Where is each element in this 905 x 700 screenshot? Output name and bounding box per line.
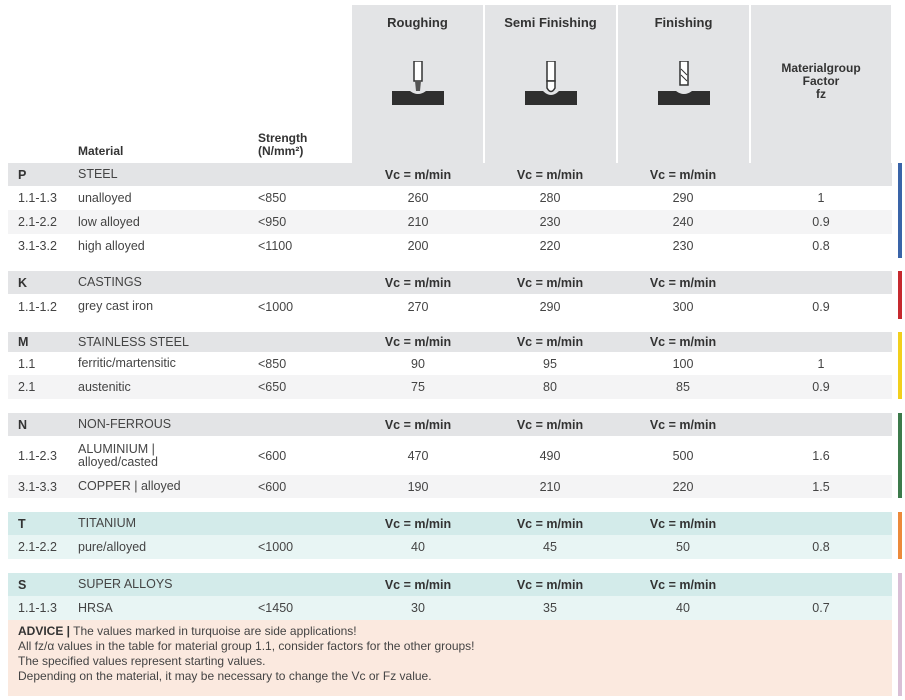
- finishing-value: 230: [672, 239, 694, 253]
- finishing-header: [618, 5, 749, 163]
- finishing-value: 100: [672, 356, 694, 371]
- material-code: 2.1: [18, 380, 36, 394]
- advice-line-1: [18, 624, 882, 639]
- strength-column-header: Strength (N/mm²): [258, 131, 308, 158]
- finishing-value: 300: [672, 299, 694, 314]
- semi-finishing-value: 490: [539, 448, 561, 463]
- table-row: [8, 294, 892, 319]
- material-name: high alloyed: [78, 238, 145, 253]
- advice-line-2: All fz/α values in the table for material group 1.1, consider factors for the other groups!: [18, 639, 475, 653]
- vc-unit: Vc = m/min: [516, 167, 584, 182]
- roughing-value: 200: [407, 239, 429, 253]
- table-row: [8, 352, 892, 375]
- material-column-header: Material: [78, 144, 124, 158]
- roughing-value: 90: [411, 356, 425, 371]
- group-code: M: [18, 335, 29, 349]
- table-row: [8, 186, 892, 210]
- semi-finishing-value: 230: [539, 215, 561, 229]
- strength-value: <600: [258, 448, 287, 463]
- material-code: 3.1-3.3: [18, 479, 57, 494]
- table-row: [8, 596, 892, 620]
- semi-finishing-value: 45: [543, 540, 557, 554]
- table-row: [8, 475, 892, 498]
- strength-value: <850: [258, 191, 287, 205]
- material-name: ALUMINIUM | alloyed/casted: [78, 441, 158, 469]
- material-name: ferritic/martensitic: [78, 356, 176, 370]
- strength-value: <950: [258, 215, 287, 229]
- group-code: S: [18, 577, 27, 592]
- group-name: STAINLESS STEEL: [78, 334, 189, 349]
- factor-value: 1.6: [812, 448, 830, 463]
- group-code: T: [18, 516, 26, 531]
- factor-title: Materialgroup Factor fz: [781, 61, 861, 101]
- group-row-steel: [8, 163, 892, 186]
- group-color-bar-super-alloys: [898, 573, 902, 696]
- strength-value: <1450: [258, 601, 294, 615]
- semi-finishing-title: Semi Finishing: [504, 15, 597, 30]
- semi-finishing-header: [485, 5, 616, 163]
- group-row-stainless-steel: [8, 332, 892, 352]
- roughing-value: 210: [407, 215, 429, 229]
- factor-value: 0.9: [812, 299, 830, 314]
- vc-unit: Vc = m/min: [384, 275, 452, 290]
- finishing-value: 500: [672, 448, 694, 463]
- advice-label: ADVICE |: [18, 624, 71, 638]
- group-row-super-alloys: [8, 573, 892, 596]
- strength-value: <1000: [258, 299, 294, 314]
- material-code: 1.1-1.2: [18, 299, 57, 314]
- group-color-bar-non-ferrous: [898, 413, 902, 498]
- semi-finishing-value: 280: [539, 191, 561, 205]
- roughing-value: 40: [411, 540, 425, 554]
- factor-header: [751, 5, 891, 163]
- vc-unit: Vc = m/min: [516, 516, 584, 531]
- vc-unit: Vc = m/min: [649, 417, 717, 432]
- group-name: SUPER ALLOYS: [78, 577, 173, 591]
- finishing-value: 240: [672, 215, 694, 229]
- finishing-value: 40: [676, 601, 690, 615]
- material-name: COPPER | alloyed: [78, 479, 181, 493]
- vc-unit: Vc = m/min: [516, 275, 584, 290]
- strength-value: <1000: [258, 540, 294, 554]
- group-color-bar-stainless-steel: [898, 332, 902, 399]
- vc-unit: Vc = m/min: [384, 335, 452, 349]
- group-color-bar-titanium: [898, 512, 902, 559]
- semi-finishing-value: 80: [543, 380, 557, 394]
- material-name: pure/alloyed: [78, 539, 147, 554]
- finishing-title: Finishing: [654, 15, 713, 30]
- roughing-cutter-icon: [392, 61, 444, 107]
- semi-finishing-cutter-icon: [525, 61, 577, 107]
- vc-unit: Vc = m/min: [384, 417, 452, 432]
- advice-line-3: The specified values represent starting values.: [18, 654, 266, 668]
- semi-finishing-value: 95: [543, 356, 557, 371]
- strength-value: <1100: [258, 239, 293, 253]
- group-code: K: [18, 275, 28, 290]
- group-name: TITANIUM: [78, 516, 137, 530]
- group-name: STEEL: [78, 167, 118, 181]
- finishing-value: 50: [676, 540, 690, 554]
- material-code: 1.1-1.3: [18, 601, 57, 615]
- factor-value: 1: [817, 356, 825, 371]
- factor-value: 0.9: [812, 380, 830, 394]
- factor-value: 1: [817, 191, 825, 205]
- factor-value: 0.8: [812, 239, 830, 253]
- factor-value: 0.8: [812, 540, 830, 554]
- roughing-value: 190: [407, 479, 429, 494]
- table-row: [8, 436, 892, 475]
- factor-value: 0.7: [812, 601, 830, 615]
- vc-unit: Vc = m/min: [649, 516, 717, 531]
- vc-unit: Vc = m/min: [516, 335, 584, 349]
- finishing-cutter-icon: [658, 61, 710, 107]
- vc-unit: Vc = m/min: [516, 417, 584, 432]
- table-row: [8, 535, 892, 559]
- table-row: [8, 234, 892, 258]
- advice-text-1: The values marked in turquoise are side applications!: [70, 624, 357, 638]
- material-code: 2.1-2.2: [18, 540, 57, 554]
- table-row: [8, 375, 892, 399]
- group-row-titanium: [8, 512, 892, 535]
- material-code: 1.1: [18, 356, 36, 371]
- roughing-value: 260: [407, 191, 429, 205]
- roughing-header: [352, 5, 483, 163]
- roughing-value: 30: [411, 601, 425, 615]
- finishing-value: 220: [672, 479, 694, 494]
- finishing-value: 290: [672, 191, 694, 205]
- group-color-bar-castings: [898, 271, 902, 319]
- vc-unit: Vc = m/min: [384, 516, 452, 531]
- factor-value: 0.9: [812, 215, 830, 229]
- roughing-value: 470: [407, 448, 429, 463]
- material-name: grey cast iron: [78, 299, 154, 313]
- strength-value: <600: [258, 479, 287, 494]
- strength-value: <650: [258, 380, 287, 394]
- material-code: 3.1-3.2: [18, 239, 57, 253]
- group-row-castings: [8, 271, 892, 294]
- vc-unit: Vc = m/min: [384, 167, 452, 182]
- strength-value: <850: [258, 356, 287, 371]
- advice-line-4: Depending on the material, it may be necessary to change the Vc or Fz value.: [18, 669, 432, 683]
- roughing-value: 75: [411, 380, 425, 394]
- semi-finishing-value: 290: [539, 299, 561, 314]
- advice-box: [8, 620, 892, 696]
- vc-unit: Vc = m/min: [384, 577, 452, 592]
- vc-unit: Vc = m/min: [649, 335, 717, 349]
- material-name: HRSA: [78, 600, 113, 615]
- material-name: unalloyed: [78, 190, 132, 205]
- roughing-title: Roughing: [387, 15, 448, 30]
- material-code: 1.1-2.3: [18, 448, 57, 463]
- semi-finishing-value: 35: [543, 601, 557, 615]
- semi-finishing-value: 220: [539, 239, 561, 253]
- group-name: NON-FERROUS: [78, 417, 172, 431]
- material-name: low alloyed: [78, 214, 140, 229]
- group-row-non-ferrous: [8, 413, 892, 436]
- vc-unit: Vc = m/min: [649, 167, 717, 182]
- group-code: P: [18, 167, 27, 182]
- factor-value: 1.5: [812, 479, 830, 494]
- semi-finishing-value: 210: [539, 479, 561, 494]
- finishing-value: 85: [676, 380, 690, 394]
- material-code: 2.1-2.2: [18, 215, 57, 229]
- material-code: 1.1-1.3: [18, 191, 57, 205]
- group-color-bar-steel: [898, 163, 902, 258]
- table-row: [8, 210, 892, 234]
- group-code: N: [18, 417, 28, 432]
- vc-unit: Vc = m/min: [516, 577, 584, 592]
- roughing-value: 270: [407, 299, 429, 314]
- vc-unit: Vc = m/min: [649, 577, 717, 592]
- vc-unit: Vc = m/min: [649, 275, 717, 290]
- group-name: CASTINGS: [78, 275, 142, 289]
- material-name: austenitic: [78, 379, 131, 394]
